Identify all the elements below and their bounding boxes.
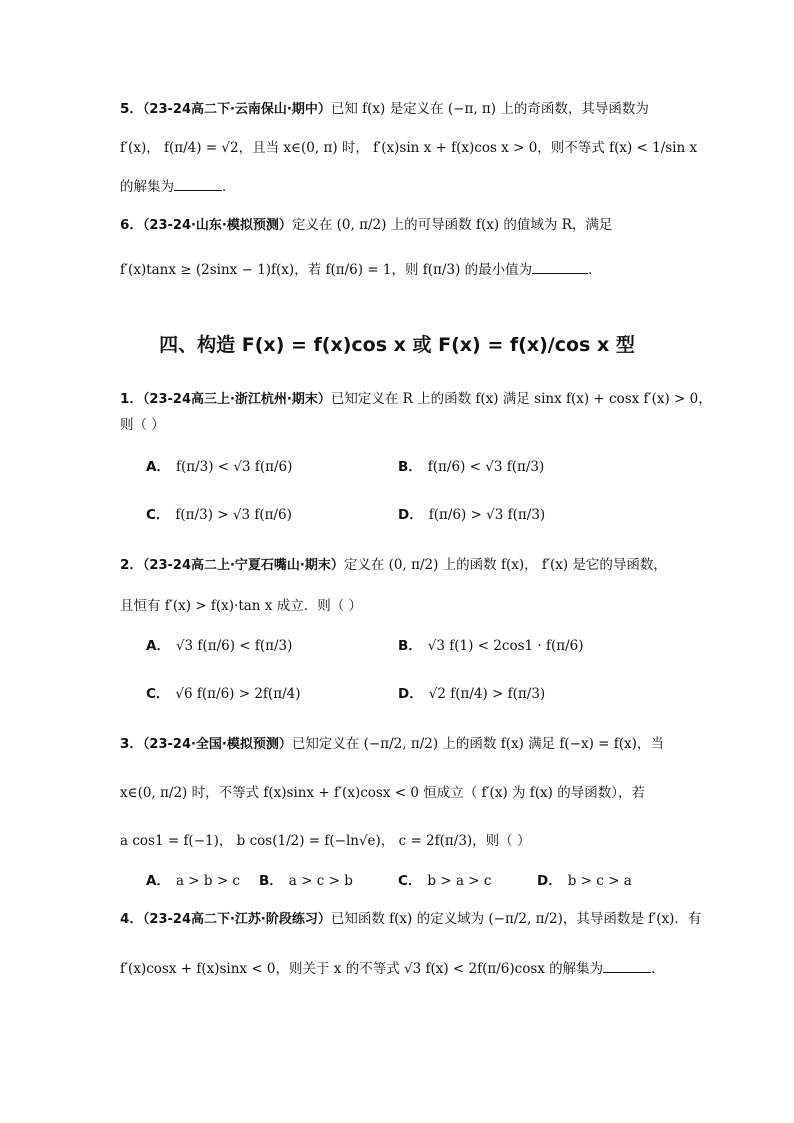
section-heading: 四、构造 F(x) = f(x)cos x 或 F(x) = f(x)/cos x 型 — [159, 334, 635, 356]
question-source: （23-24·山东·模拟预测） — [142, 218, 292, 233]
option-text: √3 f(π/6) < f(π/3) — [175, 638, 293, 654]
question-text: x∈(0, π/2) 时，不等式 f(x)sinx + f′(x)cosx < 0 恒成立（ f′(x) 为 f(x) 的导函数），若 — [120, 785, 645, 801]
question-source: （23-24高三上·浙江杭州·期末） — [142, 392, 331, 407]
option-label: D． — [398, 507, 423, 523]
question-3-line-1 — [120, 733, 664, 756]
option-text: b > c > a — [567, 873, 632, 889]
option-text: f(π/3) < √3 f(π/6) — [175, 459, 293, 475]
option-label: B． — [398, 638, 422, 654]
question-text: f′(x)tanx ≥ (2sinx − 1)f(x)，若 f(π/6) = 1，则 f(π/3) 的最小值为 — [120, 262, 533, 278]
question-source: （23-24高二下·云南保山·期中） — [142, 102, 331, 117]
option-a[interactable] — [146, 635, 292, 657]
option-label: B． — [398, 459, 422, 475]
punctuation: ． — [222, 179, 236, 195]
question-3-line-3 — [120, 830, 530, 852]
option-d[interactable] — [398, 683, 545, 705]
question-number: 5． — [120, 101, 143, 117]
option-text: √2 f(π/4) > f(π/3) — [428, 686, 546, 702]
option-label: C． — [146, 686, 170, 702]
question-text: 且恒有 f′(x) > f(x)·tan x 成立．则（ ） — [120, 598, 362, 614]
question-text: 定义在 (0, π/2) 上的可导函数 f(x) 的值域为 R，满足 — [291, 217, 613, 233]
question-6-line-1 — [120, 214, 612, 237]
question-source: （23-24·全国·模拟预测） — [142, 737, 292, 752]
option-label: C． — [146, 507, 170, 523]
option-text: a > c > b — [288, 873, 353, 889]
question-number: 2． — [120, 557, 143, 573]
question-5-line-2 — [120, 137, 697, 159]
option-d[interactable] — [398, 504, 545, 526]
question-text: 已知函数 f(x) 的定义域为 (−π/2, π/2)，其导函数是 f′(x)．有 — [330, 911, 702, 927]
question-text: 定义在 (0, π/2) 上的函数 f(x)， f′(x) 是它的导函数， — [343, 557, 667, 573]
question-text: a cos1 = f(−1)， b cos(1/2) = f(−ln√e)， c = 2f(π/3)，则（ ） — [120, 833, 531, 849]
question-1-line-1 — [120, 388, 712, 411]
question-text: f′(x)， f(π/4) = √2，且当 x∈(0, π) 时， f′(x)sin x + f(x)cos x > 0，则不等式 f(x) < 1/sin x — [120, 140, 698, 156]
option-b[interactable] — [398, 635, 584, 657]
question-2-line-2 — [120, 595, 362, 617]
question-5-line-1 — [120, 98, 649, 121]
question-6-line-2 — [120, 259, 602, 281]
question-text: f′(x)cosx + f(x)sinx < 0，则关于 x 的不等式 √3 f(x) < 2f(π/6)cosx 的解集为 — [120, 961, 604, 977]
option-c[interactable] — [398, 870, 491, 892]
option-label: B． — [259, 873, 283, 889]
question-3-line-2 — [120, 782, 645, 804]
punctuation: ． — [651, 961, 665, 977]
option-b[interactable] — [398, 456, 544, 478]
option-label: A． — [146, 638, 170, 654]
question-text: 的解集为 — [120, 179, 174, 195]
question-number: 1． — [120, 391, 143, 407]
option-label: D． — [537, 873, 562, 889]
option-label: A． — [146, 873, 170, 889]
punctuation: ． — [588, 262, 602, 278]
question-number: 6． — [120, 217, 143, 233]
question-5-line-3 — [120, 176, 236, 198]
question-text: 已知定义在 R 上的函数 f(x) 满足 sinx f(x) + cosx f′(x) > 0， — [330, 391, 712, 407]
answer-blank[interactable] — [532, 259, 588, 274]
option-c[interactable] — [146, 683, 300, 705]
option-a[interactable] — [146, 456, 292, 478]
option-label: D． — [398, 686, 423, 702]
answer-blank[interactable] — [174, 176, 222, 191]
question-source: （23-24高二上·宁夏石嘴山·期末） — [142, 558, 344, 573]
question-source: （23-24高二下·江苏·阶段练习） — [142, 912, 331, 927]
option-text: a > b > c — [175, 873, 240, 889]
question-text: 已知定义在 (−π/2, π/2) 上的函数 f(x) 满足 f(−x) = f(x)，当 — [291, 736, 664, 752]
option-text: b > a > c — [427, 873, 492, 889]
question-number: 4． — [120, 911, 143, 927]
option-text: √3 f(1) < 2cos1 · f(π/6) — [427, 638, 584, 654]
question-4-line-1 — [120, 908, 701, 931]
answer-blank[interactable] — [603, 958, 651, 973]
question-2-line-1 — [120, 554, 667, 577]
question-text: 已知 f(x) 是定义在 (−π, π) 上的奇函数，其导函数为 — [330, 101, 649, 117]
question-1-line-2 — [120, 414, 165, 436]
option-d[interactable] — [537, 870, 632, 892]
question-text: 则（ ） — [120, 417, 165, 433]
option-text: √6 f(π/6) > 2f(π/4) — [175, 686, 301, 702]
option-a[interactable] — [146, 870, 240, 892]
option-b[interactable] — [259, 870, 353, 892]
option-text: f(π/3) > √3 f(π/6) — [175, 507, 292, 523]
option-label: C． — [398, 873, 422, 889]
question-4-line-2 — [120, 958, 665, 980]
question-number: 3． — [120, 736, 143, 752]
option-text: f(π/6) < √3 f(π/3) — [427, 459, 545, 475]
option-c[interactable] — [146, 504, 292, 526]
option-text: f(π/6) > √3 f(π/3) — [428, 507, 546, 523]
option-label: A． — [146, 459, 170, 475]
